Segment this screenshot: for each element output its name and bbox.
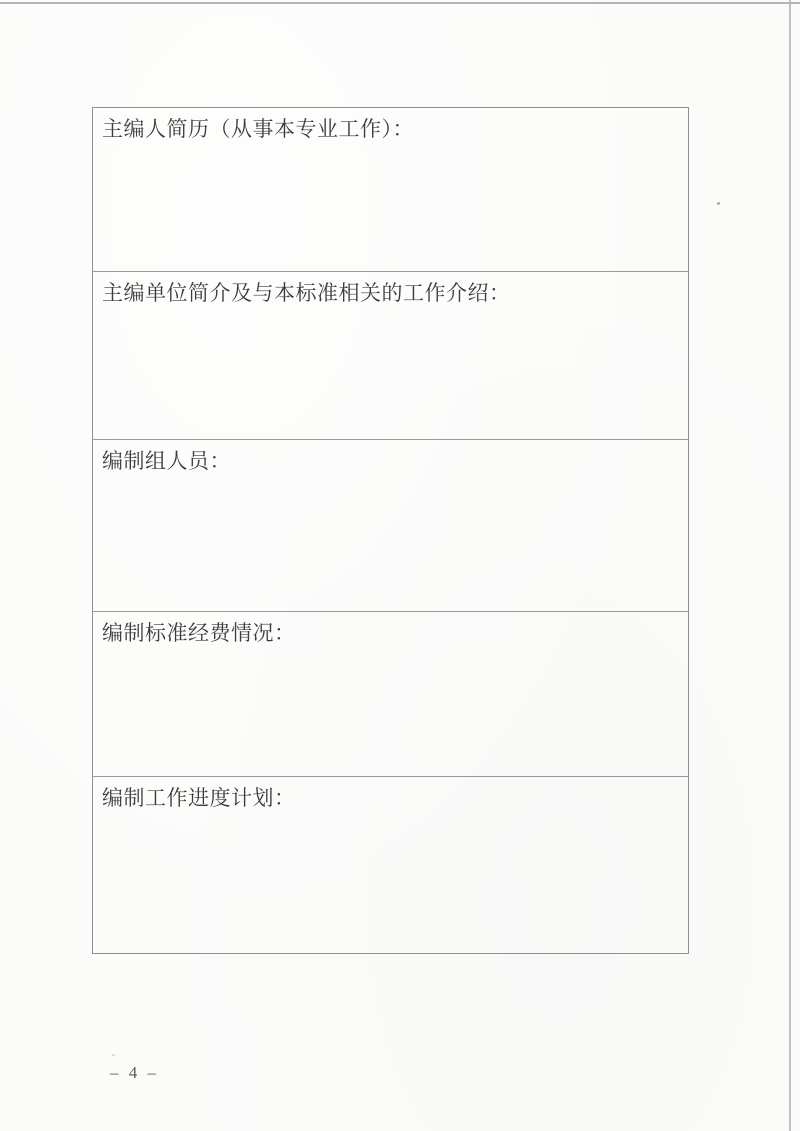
scan-speck [112,1054,115,1056]
field-label-work-schedule-plan: 编制工作进度计划： [102,787,296,811]
field-label-chief-editor-resume: 主编人简历（从事本专业工作）： [102,118,414,141]
form-row-chief-editor-resume [93,108,688,272]
field-label-drafting-group-members: 编制组人员： [102,450,231,474]
field-label-funding-situation: 编制标准经费情况： [102,621,296,645]
scan-speck [717,202,720,205]
form-row-work-schedule-plan [93,777,688,953]
form-row-drafting-group-members [93,440,688,612]
form-row-funding-situation [93,612,688,778]
form-row-chief-unit-introduction [93,272,688,441]
scan-edge-right-artifact [789,0,791,1131]
page-number: – 4 – [110,1063,159,1082]
field-label-chief-unit-introduction: 主编单位简介及与本标准相关的工作介绍： [102,281,511,305]
form-table [92,107,689,954]
scan-edge-top-artifact [0,2,800,4]
